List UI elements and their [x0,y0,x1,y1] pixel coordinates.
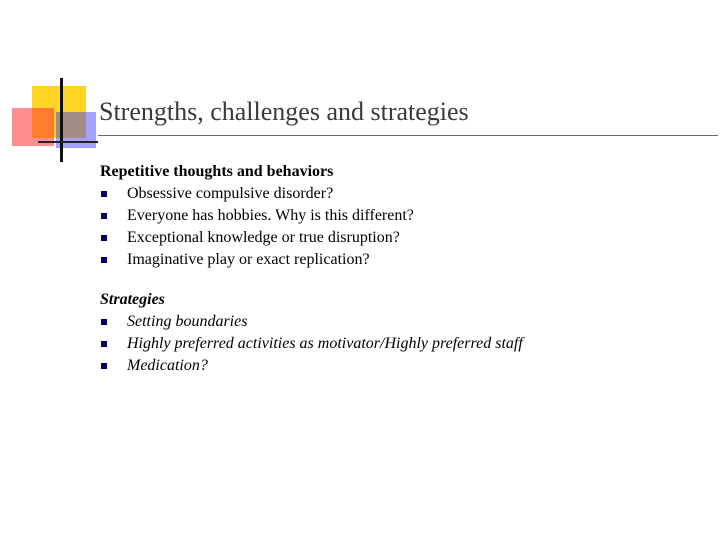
list-item [100,311,523,333]
list-item-text: Obsessive compulsive disorder? [127,185,334,202]
logo-vertical-line [60,78,63,162]
square-bullet-icon [101,257,107,263]
square-bullet-icon [101,235,107,241]
list-item [100,355,523,377]
square-bullet-icon [101,341,107,347]
list-item [100,333,523,355]
list-item-text: Exceptional knowledge or true disruption? [127,229,400,246]
section-heading: Repetitive thoughts and behaviors [100,163,334,180]
square-bullet-icon [101,363,107,369]
square-bullet-icon [101,319,107,325]
color-blocks-logo [0,0,120,170]
list-item [100,249,414,271]
list-item-text: Highly preferred activities as motivator/Highly preferred staff [127,335,523,352]
list-item-text: Medication? [127,357,208,374]
bullet-list [100,311,523,377]
list-item [100,205,414,227]
list-item [100,227,414,249]
list-item [100,183,414,205]
section-repetitive-behaviors [100,161,414,271]
square-bullet-icon [101,213,107,219]
list-item-text: Imaginative play or exact replication? [127,251,370,268]
list-item-text: Setting boundaries [127,313,248,330]
square-bullet-icon [101,191,107,197]
list-item-text: Everyone has hobbies. Why is this different? [127,207,414,224]
bullet-list [100,183,414,271]
logo-horizontal-line [38,141,98,143]
section-heading: Strategies [100,291,165,308]
title-divider [98,135,718,136]
section-strategies [100,289,523,377]
slide-title: Strengths, challenges and strategies [99,97,469,126]
